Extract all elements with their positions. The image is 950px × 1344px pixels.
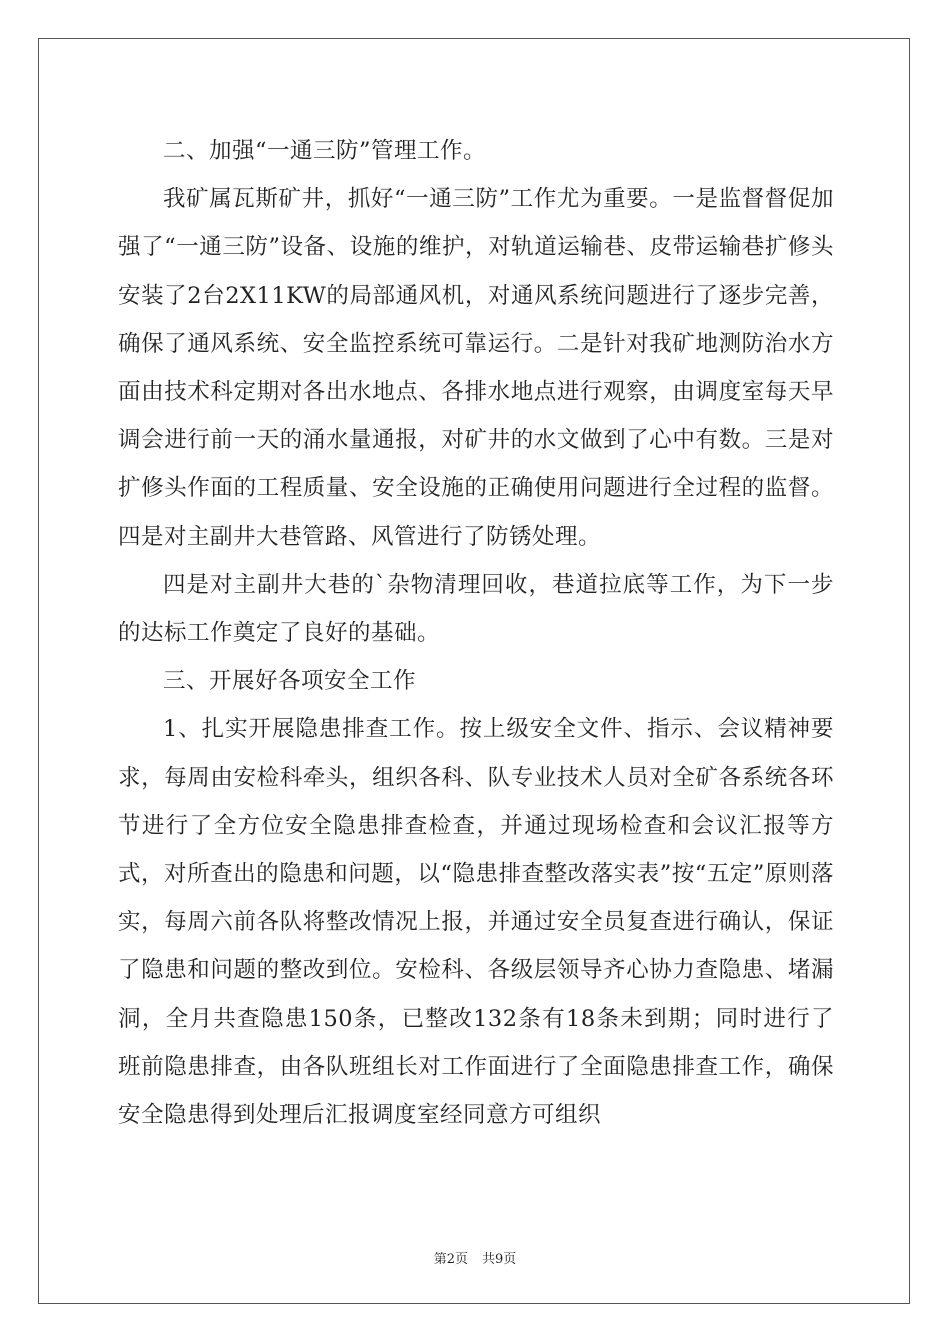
paragraph-cleanup: 四是对主副井大巷的`杂物清理回收，巷道拉底等工作，为下一步的达标工作奠定了良好的基础。	[118, 571, 834, 647]
section-heading-3: 三、开展好各项安全工作	[163, 668, 417, 695]
page-footer	[0, 1248, 950, 1267]
page-number: 第2页	[433, 1252, 468, 1267]
paragraph-hazard-check: 1、扎实开展隐患排查工作。按上级安全文件、指示、会议精神要求，每周由安检科牵头，组织各科、队专业技术人员对全矿各系统各环节进行了全方位安全隐患排查检查，并通过现场检查和会议汇报等方式，对所查出的隐患和问题，以“隐患排查整改落实表”按“五定”原则落实，每周六前各队将整改情况上报，并通过安全员复查进行确认，保证了隐患和问题的整改到位。安检科、各级层领导齐心协力查隐患、堵漏洞，全月共查隐患150条，已整改132条有18条未到期；同时进行了班前隐患排查，由各队班组长对工作面进行了全面隐患排查工作，确保安全隐患得到处理后汇报调度室经同意方可组织	[118, 716, 834, 1129]
document-body	[118, 127, 834, 1139]
page-total: 共9页	[482, 1252, 517, 1267]
paragraph-ventilation: 我矿属瓦斯矿井，抓好“一通三防”工作尤为重要。一是监督督促加强了“一通三防”设备、设施的维护，对轨道运输巷、皮带运输巷扩修头安装了2台2X11KW的局部通风机，对通风系统问题进行了逐步完善，确保了通风系统、安全监控系统可靠运行。二是针对我矿地测防治水方面由技术科定期对各出水地点、各排水地点进行观察，由调度室每天早调会进行前一天的涌水量通报，对矿井的水文做到了心中有数。三是对扩修头作面的工程质量、安全设施的正确使用问题进行全过程的监督。四是对主副井大巷管路、风管进行了防锈处理。	[118, 186, 834, 550]
section-heading-2: 二、加强“一通三防”管理工作。	[163, 138, 487, 164]
